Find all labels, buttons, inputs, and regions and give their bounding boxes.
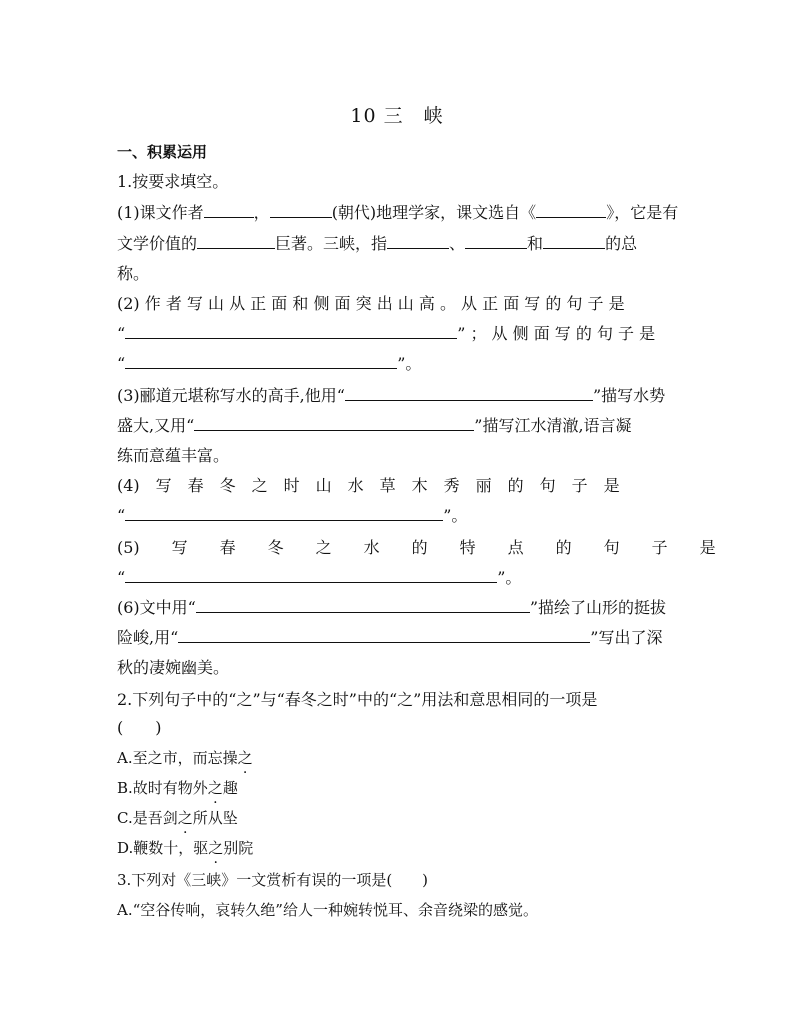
text: 和 — [527, 234, 544, 253]
open-quote: “ — [117, 324, 126, 343]
q1-part2-line1: (2) 作 者 写 山 从 正 面 和 侧 面 突 出 山 高 。 从 正 面 写 的 句 子 是 — [117, 294, 625, 313]
blank-gorge-1 — [387, 234, 449, 249]
q1-part5-line2 — [117, 568, 521, 588]
emphasized-char: 之 — [207, 779, 223, 797]
blank-gorge-2 — [465, 234, 527, 249]
blank-value — [197, 234, 275, 249]
text: ”。 — [443, 506, 468, 525]
emphasized-char: 之 — [237, 749, 253, 767]
text: (1)课文作者 — [117, 203, 204, 222]
blank-book — [536, 203, 606, 218]
section-heading: 一、积累运用 — [117, 143, 208, 161]
text: C.是吾剑 — [117, 809, 178, 827]
text: 趣 — [222, 779, 238, 797]
open-quote: “ — [117, 506, 126, 525]
text: 别院 — [223, 839, 254, 857]
text: (3)郦道元堪称写水的高手,他用“ — [117, 386, 345, 405]
q2-stem: 2.下列句子中的“之”与“春冬之时”中的“之”用法和意思相同的一项是 — [117, 690, 598, 709]
text: 、 — [449, 234, 466, 253]
q1-part1-line3: 称。 — [117, 264, 150, 283]
blank-dynasty — [270, 203, 332, 218]
blank-gorge-3 — [543, 234, 605, 249]
text: B.故时有物外 — [117, 779, 208, 797]
q1-part3-line2 — [117, 416, 632, 436]
text: (6)文中用“ — [117, 598, 196, 617]
blank-water-momentum — [345, 386, 593, 401]
q1-part4-line2 — [117, 506, 467, 526]
q1-part2-line3 — [117, 354, 421, 374]
q1-part5-line1: (5) 写 春 冬 之 水 的 特 点 的 句 子 是 — [117, 538, 716, 557]
q2-option-a — [117, 748, 253, 768]
open-quote: “ — [117, 568, 126, 587]
text: ”描写水势 — [592, 386, 666, 405]
text: ， — [253, 203, 270, 222]
text: (朝代)地理学家，课文选自《 — [331, 203, 537, 222]
blank-author — [204, 203, 254, 218]
text: ”描写江水清澈,语言凝 — [474, 416, 632, 435]
emphasized-char: 之 — [177, 809, 193, 827]
text: 巨著。三峡，指 — [275, 234, 388, 253]
q1-part1-line1 — [117, 203, 678, 223]
q3-option-a: A.“空谷传响，哀转久绝”给人一种婉转悦耳、余音绕梁的感觉。 — [117, 901, 538, 919]
q1-part2-line2 — [117, 324, 655, 344]
blank-front-sentence — [125, 324, 457, 339]
emphasized-char: 之 — [208, 839, 224, 857]
q2-option-c — [117, 808, 238, 828]
text: ”写出了深 — [590, 628, 663, 647]
text: 险峻,用“ — [117, 628, 179, 647]
text: ”描绘了山形的挺拔 — [529, 598, 667, 617]
text: 文学价值的 — [117, 234, 198, 253]
text: 的总 — [605, 234, 638, 253]
text: A.至之市，而忘操 — [117, 749, 238, 767]
blank-spring-winter-water — [125, 568, 497, 583]
text: ”。 — [397, 354, 422, 373]
page-title: 10 三 峡 — [350, 105, 444, 127]
open-quote: “ — [117, 354, 126, 373]
text: 》，它是有 — [606, 203, 679, 222]
text: 盛大,又用“ — [117, 416, 195, 435]
q2-option-b — [117, 778, 238, 798]
blank-autumn-mood — [178, 628, 590, 643]
q1-part3-line3: 练而意蕴丰富。 — [117, 446, 230, 465]
q1-part6-line3: 秋的凄婉幽美。 — [117, 658, 230, 677]
blank-mountain-shape — [196, 598, 530, 613]
q1-stem: 1.按要求填空。 — [117, 172, 229, 191]
q2-option-d — [117, 838, 253, 858]
q1-part3-line1 — [117, 386, 665, 406]
q1-part1-line2 — [117, 234, 637, 254]
text: ”。 — [497, 568, 522, 587]
text: ” ； 从 侧 面 写 的 句 子 是 — [457, 324, 656, 343]
q2-answer-paren: ( ) — [117, 718, 162, 737]
q3-stem: 3.下列对《三峡》一文赏析有误的一项是( ) — [117, 871, 429, 889]
text: D.鞭数十，驱 — [117, 839, 209, 857]
blank-side-sentence — [125, 354, 397, 369]
q1-part6-line2 — [117, 628, 662, 648]
q1-part4-line1: (4) 写 春 冬 之 时 山 水 草 木 秀 丽 的 句 子 是 — [117, 476, 620, 495]
blank-spring-winter-scenery — [125, 506, 443, 521]
q1-part6-line1 — [117, 598, 666, 618]
text: 所从坠 — [192, 809, 238, 827]
blank-water-clear — [194, 416, 474, 431]
